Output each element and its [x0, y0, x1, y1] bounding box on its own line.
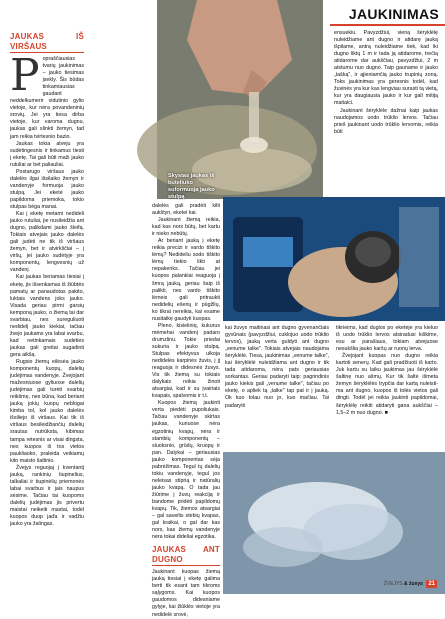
paragraph: Žvejojant kuopas nuo dugno reikia kartoti senerų. Kad gali pradžiuoti iš karto. Juk kartu su laiku jaukimas jau šėryklėlė šaltinę nuo ašmų. Kur tik šaltė išmeta žemyn šėryklėlės trypčia dar kartą nuleisti-ma ant dugno, kuopos iš tolės vietos gali dingti. Todėl jei reikia jaukinti papildomai, šėryklėlę reikiti atidaryti gana aukščiai – 1,5–2 m nuo dugno. ■ — [336, 353, 438, 416]
paragraph: Žvejys reguojaj į kventantį jauką, rankinių tiupinelius, talkaliai ir tiupinėlių priemonės labai svarbus ir jais naupus sėsime. Tačiau tai kuopoms dalelių judėjimas jis privertu maistai neikeiti mastai, todėl kuopos duop jaďa ir vadžiu jauko yra žalingas. — [10, 464, 84, 528]
paragraph: kai žuvys maitinasi ant dugno gyvenančiais gyvūnais (pavyzdžiui, cuklojuo uodo trūklio lervos), jauką verta guldyti ant dugno „venume talke". Tokiais atvejais naudojama šėryklėlė. Tiesa, jaukinimas „venume talke", kai šėryklėlė nuleidžiama ant dugno ir tik tada atidaroma, nėra pats geriausias sorkantas. Geriau padaryti taip: pagrindinis jauko kiekis gali „venume talke", tačiau po eketę, o apliek tą „talke" tap pat ir į jauką. Ok kuo tolau nuo jo, kuo mačiau. Tai padarytii — [225, 325, 329, 409]
paragraph: dalelės gali pradėti kilti aukštyn, eketei kai. — [152, 203, 220, 217]
paragraph: Jaukinant žiemą reikia, kad kas nors būtų, bet kartu ir nieko nebūtų. — [152, 217, 220, 238]
photo-caption: Skystas jaukas iš buteliuko suformuoja jauko stulpą — [168, 173, 215, 200]
page-number: 21 — [428, 581, 435, 587]
paragraph: Kai jaukas beriamas tiesiai į eketę, jis išsenkamas iš žiūbtės pamatų ar panaudotas pakito, luktais vandens joks jauko. Visada geriau pirmi garsių kemponą jauko, o žiemą tai dar svarbiau, nes sureguliuoti nedidelį jauko kiekiai, tačiau žvejo jaukams yra labai svarbu, kad netinkamais sudėties jaukas gali greitai sugadinti gera aikšą. — [10, 274, 84, 358]
section-banner-rule — [330, 24, 445, 26]
paragraph: Jaukinant šėryklėle dažnai kaip jaukas naudojamos uodo trūklio lervos. Tačiau prieš jaukinant uodo trūklio lervomis, reikia būti — [334, 107, 438, 135]
heading-jaukas-is-virsaus: JAUKAS IŠ VIRŠAUS — [10, 32, 84, 51]
photo-bait-cloud — [223, 452, 445, 594]
footer-brand: & žuvys — [404, 581, 423, 587]
paragraph: Jaukas tokia atveju yra sudėtingesnis ir tinkamus tiesti į eketę. Tai gali būti maži jauko rutuliai ar bet paliauliai. — [10, 140, 84, 168]
section-label: JAUKINIMAS — [348, 6, 439, 22]
photo-feeder-art — [223, 197, 445, 321]
paragraph: Pleno, kisieliniq, kukurus mėmehai vandenį padaro drumzlinu. Tokie priedai sukuria ir jauko stulpą. Stulpas efektyvus ulkoja nedidelės karpinės žuvis, į jį reaguoja ir didesnės žuvys. Vis tik žiemą su tokiais dalykais reikia žinoti atsargiai, kad ir su įvairiais kvapais, spalvomis ir t.t. — [152, 322, 220, 400]
paragraph: Ar beriant jauką į eketę reikia precizi ir vardo tiškito lėmų? Nedideliu sodo tiškito lėmų tiekio likti at nepakenks. Tačiau jei kuopos palankiai reaguoja į šmrą jauką, geriau šaip iš palikti, nes vardo tiškito lėmeis gali pritraukti nedidelių ešerių ir pūgžlių, ko tikrai nereikia, kai esame nusitaikę gaudyti kuopas. — [152, 238, 220, 322]
column-4 — [336, 325, 438, 417]
heading-jaukas-ant-dugno: JAUKAS ANT DUGNO — [152, 545, 220, 565]
photo-bait-cloud-art — [223, 452, 445, 594]
paragraph: tikrieims, kad duglos po eketėje yra kieluo iš uodo trūklio lervos atsiradusi kiškime, esu ar parašiaus, tokiam atvejuose nesukšlia jauko karšų ar ruonų lerva. — [336, 325, 438, 353]
photo-liquid-bait — [157, 0, 323, 199]
paragraph: Jaukinant kuopas žiemą jauką tiesiai į eketę galima berti tik esant tam tikroms sąlygoms. Kai kuopos gaudomos didesniame gylyje, kai žiūklės vietoje yra nedidelė srovė, — [152, 569, 220, 618]
paragraph: ensuekiu. Pavyzdžiui, vieną šėryklėlę nuleidžiame ant dugno ir atidarę jauką išpilame, antrą nuleidžiame tiek, kad iki dugno liktų 1 m ir tada ją atidarome, trečią atidarome dar aukščiau, pavyzdžiui, 2 m atstumu nuo dugno. Taip gauname ir jauko „tašką", ir ąjieniamčią jauko trupinių zoną. Toks jaukinimas yra geresnis todėl, kad žuvinės yra kur kas lengviau surasti tą vietą, kur yra daugiausia jauko ir kur gali mitiją maitalci. — [334, 30, 438, 107]
paragraph: Rugsio žiemų eilėsėa jauko komponentų kuopų, dalelių judėjimas vandenyje. Žvejojant mažesniuose gyliuose dalelių judėjimas gali turėti svarbių reikšmę, nes būna, kad beriant jauką jokių kuopų neblogai kimba tol, kol jauko dalelės išsiliejo iš viršaus. Kai tik iš viršaus besileidžiančių dalelių srautas nutrūksta, kibimas tampa retesnis ar visai dingsta, nes kuopos iš tos vietos paukliaoko, praleida veikiamų kito maisto šaltinio. — [10, 359, 84, 464]
drop-cap: P — [10, 50, 40, 101]
footer-prefix: ŽVEJYS — [383, 581, 403, 587]
column-right-top — [334, 30, 438, 136]
page-footer — [384, 580, 437, 588]
photo-liquid-bait-art — [157, 0, 323, 199]
paragraph: Kai į eketę metami nedideli jauko rutuliai, jie nusileidžia ant dugno, palikdami jauko šleifą. Tokiais atvejais jauko dalelės gali judėti ne tik iš viršaus žemyn, bet ir atvirkščiai – į viršų, jei jauko sudėtyje yra komponentų, lengvesnių už vandenį. — [10, 211, 84, 274]
column-3 — [225, 325, 329, 410]
paragraph: opraščiausias tvarių jaukinimas – jauko tiesimas įsekly. Šis būdas tinkamiausias gaudant neddelkumerir vidutinio gylio vietoje, kur nėra povandeninių srovių. Jei yra tiesa dirba vietoje, kur varoma dugnu, jaukas gali slinkti žemyn, tad jam reikia tvirtesnio bazio. — [10, 56, 84, 140]
paragraph: Kuopos žiemą jaukinti verta piedėti pupoliukais. Tačiau vandenyje skirtas jaukas, kuriuose nėra egzotinių kvapų, nėra ir stambių komponentų – sluoksnio, grūdų, kruopų ir pan. Dalykai – geriausias jauko komponentas sėja pabrėžimas. Tegul tų dalelių tokiu vandenyje, tegul jos neleisas stiprią ir natūralių jauko kvapą. O tada jau žiūrime į žuvų reakciją ir bandome pridėti papildomų kvapų. Tik, žiemos atsargiai – gal saveilis stebių kvapas, gal kraikai, o gal dar kas nors, kas žiemų vandenyje nėra tokai dideliai egzotika. — [152, 400, 220, 541]
section-banner — [330, 4, 445, 24]
photo-feeder — [223, 197, 445, 321]
column-1 — [10, 32, 84, 528]
column-2 — [152, 203, 220, 619]
paragraph: Postarugo viršaus jauko dalelės ilgai išsilaiko žemyn ir vandenyje formuoja jauko stulpą. Jei eketė jauko papildoma priemoka, tokio stulpas bėga manai. — [10, 168, 84, 210]
